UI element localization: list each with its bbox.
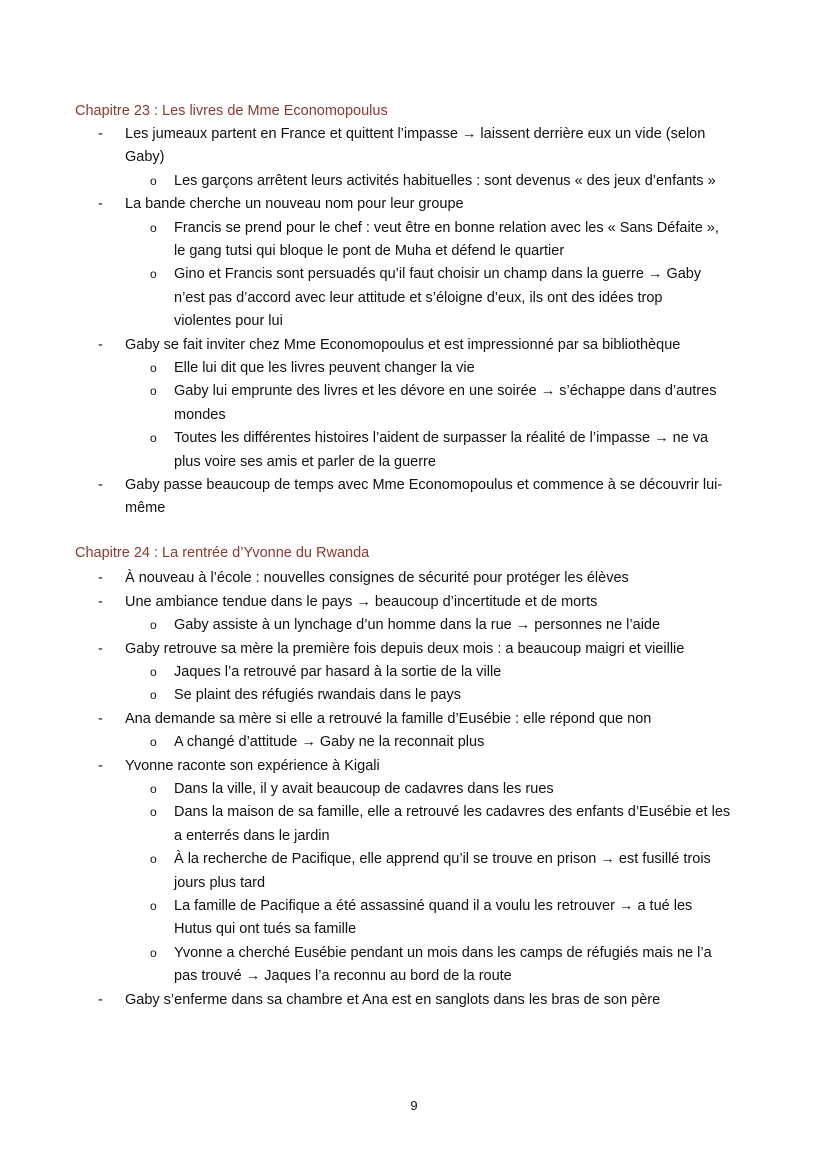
- chapter-heading: Chapitre 24 : La rentrée d’Yvonne du Rwanda: [75, 545, 370, 561]
- sub-list-item-continuation: plus voire ses amis et parler de la guerre: [174, 454, 436, 470]
- list-item: La bande cherche un nouveau nom pour leur groupe: [125, 196, 464, 212]
- sub-list-item: Se plaint des réfugiés rwandais dans le pays: [174, 687, 461, 703]
- page-number: 9: [410, 1098, 418, 1113]
- sub-list-item-continuation: Hutus qui ont tués sa famille: [174, 921, 357, 937]
- sub-list-item-continuation: jours plus tard: [174, 875, 266, 891]
- sub-list-item-continuation: mondes: [174, 407, 226, 423]
- list-item: Gaby s’enferme dans sa chambre et Ana est en sanglots dans les bras de son père: [125, 992, 661, 1008]
- dash-bullet: -: [98, 337, 103, 353]
- sub-list-item: Les garçons arrêtent leurs activités habituelles : sont devenus « des jeux d’enfants »: [174, 173, 716, 189]
- sub-list-item-continuation: pas trouvé → Jaques l’a reconnu au bord de la route: [174, 968, 512, 984]
- sub-list-item: Elle lui dit que les livres peuvent changer la vie: [174, 360, 475, 376]
- dash-bullet: -: [98, 126, 103, 142]
- sub-list-item: Toutes les différentes histoires l’aident de surpasser la réalité de l’impasse → ne va: [174, 430, 709, 446]
- list-item: À nouveau à l’école : nouvelles consignes de sécurité pour protéger les élèves: [125, 570, 629, 586]
- circle-bullet: o: [150, 946, 157, 960]
- circle-bullet: o: [150, 665, 157, 679]
- circle-bullet: o: [150, 384, 157, 398]
- sub-list-item-continuation: violentes pour lui: [174, 313, 283, 329]
- dash-bullet: -: [98, 641, 103, 657]
- sub-list-item-continuation: n’est pas d’accord avec leur attitude et s’éloigne d’eux, ils ont des idées trop: [174, 290, 663, 306]
- sub-list-item-continuation: le gang tutsi qui bloque le pont de Muha et défend le quartier: [174, 243, 565, 259]
- dash-bullet: -: [98, 594, 103, 610]
- sub-list-item: Gino et Francis sont persuadés qu’il faut choisir un champ dans la guerre → Gaby: [174, 266, 702, 282]
- dash-bullet: -: [98, 570, 103, 586]
- circle-bullet: o: [150, 688, 157, 702]
- circle-bullet: o: [150, 618, 157, 632]
- list-item: Les jumeaux partent en France et quittent l’impasse → laissent derrière eux un vide (selon: [125, 126, 706, 142]
- sub-list-item: Yvonne a cherché Eusébie pendant un mois dans les camps de réfugiés mais ne l’a: [174, 945, 712, 961]
- sub-list-item: Dans la maison de sa famille, elle a retrouvé les cadavres des enfants d’Eusébie et les: [174, 804, 731, 820]
- sub-list-item: Jaques l’a retrouvé par hasard à la sortie de la ville: [174, 664, 502, 680]
- circle-bullet: o: [150, 361, 157, 375]
- sub-list-item: Francis se prend pour le chef : veut être en bonne relation avec les « Sans Défaite »,: [174, 220, 719, 236]
- circle-bullet: o: [150, 805, 157, 819]
- dash-bullet: -: [98, 758, 103, 774]
- sub-list-item: Gaby lui emprunte des livres et les dévore en une soirée → s’échappe dans d’autres: [174, 383, 717, 399]
- circle-bullet: o: [150, 174, 157, 188]
- list-item: Yvonne raconte son expérience à Kigali: [125, 758, 380, 774]
- sub-list-item: Dans la ville, il y avait beaucoup de cadavres dans les rues: [174, 781, 554, 797]
- list-item: Ana demande sa mère si elle a retrouvé la famille d’Eusébie : elle répond que non: [125, 711, 652, 727]
- list-item: Gaby passe beaucoup de temps avec Mme Economopoulus et commence à se découvrir lui-: [125, 477, 723, 493]
- sub-list-item-continuation: a enterrés dans le jardin: [174, 828, 330, 844]
- circle-bullet: o: [150, 735, 157, 749]
- circle-bullet: o: [150, 782, 157, 796]
- chapter-heading: Chapitre 23 : Les livres de Mme Economopoulus: [75, 103, 388, 119]
- dash-bullet: -: [98, 992, 103, 1008]
- sub-list-item: Gaby assiste à un lynchage d’un homme dans la rue → personnes ne l’aide: [174, 617, 661, 633]
- sub-list-item: À la recherche de Pacifique, elle apprend qu’il se trouve en prison → est fusillé trois: [174, 851, 711, 867]
- circle-bullet: o: [150, 899, 157, 913]
- list-item: Une ambiance tendue dans le pays → beaucoup d’incertitude et de morts: [125, 594, 598, 610]
- circle-bullet: o: [150, 852, 157, 866]
- dash-bullet: -: [98, 196, 103, 212]
- circle-bullet: o: [150, 431, 157, 445]
- list-item: Gaby se fait inviter chez Mme Economopoulus et est impressionné par sa bibliothèque: [125, 337, 681, 353]
- list-item: Gaby retrouve sa mère la première fois depuis deux mois : a beaucoup maigri et vieillie: [125, 641, 685, 657]
- list-item-continuation: même: [125, 500, 166, 516]
- dash-bullet: -: [98, 477, 103, 493]
- sub-list-item: A changé d’attitude → Gaby ne la reconnait plus: [174, 734, 485, 750]
- circle-bullet: o: [150, 221, 157, 235]
- circle-bullet: o: [150, 267, 157, 281]
- sub-list-item: La famille de Pacifique a été assassiné quand il a voulu les retrouver → a tué les: [174, 898, 693, 914]
- dash-bullet: -: [98, 711, 103, 727]
- list-item-continuation: Gaby): [125, 149, 165, 165]
